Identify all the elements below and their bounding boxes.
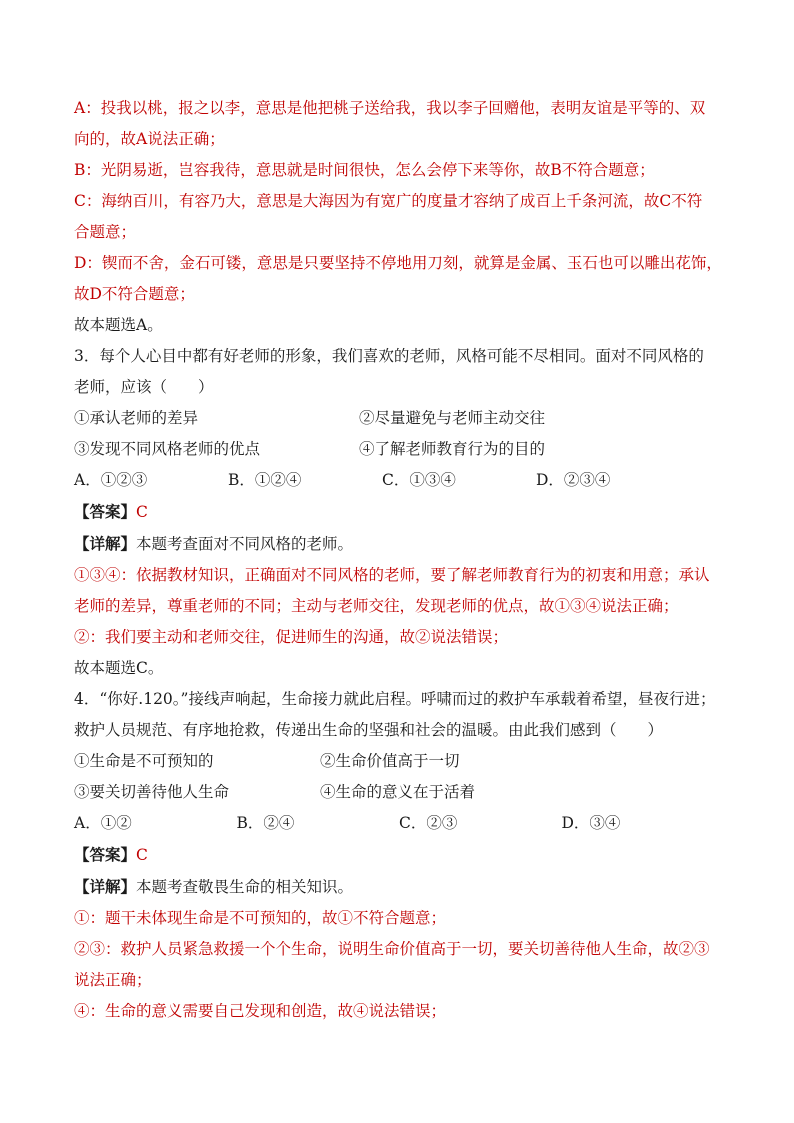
q4-statement-2: ②生命价值高于一切 xyxy=(320,752,460,770)
q3-answer-tag: 【答案】 xyxy=(74,502,137,521)
q4-stem-line2: 救护人员规范、有序地抢救，传递出生命的坚强和社会的温暖。由此我们感到（ ） xyxy=(74,721,664,739)
q3-detail-text: 本题考查面对不同风格的老师。 xyxy=(136,535,354,553)
q4-choices xyxy=(74,808,724,839)
q3-statement-4: ④了解老师教育行为的目的 xyxy=(359,440,546,458)
q2-explain-c-line2: 合题意； xyxy=(74,223,137,241)
q4-answer-tag: 【答案】 xyxy=(74,845,137,864)
q3-explain-2: ②：我们要主动和老师交往，促进师生的沟通，故②说法错误； xyxy=(74,628,509,646)
q4-choice-d: D．③④ xyxy=(561,814,621,832)
q4-choice-a: A．①② xyxy=(74,814,132,832)
q3-statement-1: ①承认老师的差异 xyxy=(74,409,199,427)
q3-detail xyxy=(74,528,724,560)
q2-explain-b: B：光阴易逝，岂容我待，意思就是时间很快，怎么会停下来等你，故B不符合题意； xyxy=(74,161,655,179)
q4-explain-2-line2: 说法正确； xyxy=(74,971,152,989)
q4-choice-b: B．②④ xyxy=(236,814,295,832)
q4-detail xyxy=(74,871,724,903)
q3-answer xyxy=(74,496,724,528)
q3-statements-row2 xyxy=(74,434,724,465)
q3-stem-line1: 3．每个人心目中都有好老师的形象，我们喜欢的老师，风格可能不尽相同。面对不同风格的 xyxy=(74,347,704,365)
q3-choice-a: A．①②③ xyxy=(74,471,148,489)
q4-detail-tag: 【详解】 xyxy=(74,877,137,896)
q4-explain-2-line1: ②③：救护人员紧急救援一个个生命，说明生命价值高于一切，要关切善待他人生命，故②③ xyxy=(74,940,710,958)
q2-explain-d-line2: 故D不符合题意； xyxy=(74,285,195,303)
q3-choices xyxy=(74,465,724,496)
q2-explain-a-line1: A：投我以桃，报之以李，意思是他把桃子送给我，我以李子回赠他，表明友谊是平等的、双 xyxy=(74,99,706,117)
q4-detail-text: 本题考查敬畏生命的相关知识。 xyxy=(136,878,354,896)
q2-explain-a-line2: 向的，故A说法正确； xyxy=(74,130,225,148)
q3-explain-1-line1: ①③④：依据教材知识，正确面对不同风格的老师，要了解老师教育行为的初衷和用意；承认 xyxy=(74,566,710,584)
q4-explain-3: ④：生命的意义需要自己发现和创造，故④说法错误； xyxy=(74,1002,447,1020)
q3-choice-c: C．①③④ xyxy=(382,471,456,489)
q4-statement-3: ③要关切善待他人生命 xyxy=(74,783,230,801)
q2-conclusion: 故本题选A。 xyxy=(74,316,163,334)
q4-choice-c: C．②③ xyxy=(399,814,458,832)
q4-statements-row1 xyxy=(74,746,724,777)
q2-explain-c-line1: C：海纳百川，有容乃大，意思是大海因为有宽广的度量才容纳了成百上千条河流，故C不符 xyxy=(74,192,703,210)
q4-statement-4: ④生命的意义在于活着 xyxy=(320,783,476,801)
q3-choice-b: B．①②④ xyxy=(228,471,302,489)
q3-stem-line2: 老师，应该（ ） xyxy=(74,378,214,396)
q4-answer-value: C xyxy=(136,846,148,864)
q4-statements-row2 xyxy=(74,777,724,808)
q3-statement-2: ②尽量避免与老师主动交往 xyxy=(359,409,546,427)
q3-conclusion: 故本题选C。 xyxy=(74,659,164,677)
q3-detail-tag: 【详解】 xyxy=(74,534,137,553)
q3-statements-row1 xyxy=(74,403,724,434)
q3-choice-d: D．②③④ xyxy=(536,471,611,489)
q3-explain-1-line2: 老师的差异，尊重老师的不同；主动与老师交往，发现老师的优点，故①③④说法正确； xyxy=(74,597,679,615)
q4-stem-line1: 4．“你好.120。”接线声响起，生命接力就此启程。呼啸而过的救护车承载着希望，昼夜行进； xyxy=(74,690,716,708)
q4-answer xyxy=(74,839,724,871)
page-content xyxy=(74,93,724,1027)
q4-statement-1: ①生命是不可预知的 xyxy=(74,752,214,770)
q3-statement-3: ③发现不同风格老师的优点 xyxy=(74,440,261,458)
q4-explain-1: ①：题干未体现生命是不可预知的，故①不符合题意； xyxy=(74,909,447,927)
q2-explain-d-line1: D：锲而不舍，金石可镂，意思是只要坚持不停地用刀刻，就算是金属、玉石也可以雕出花饰， xyxy=(74,254,722,272)
q3-answer-value: C xyxy=(136,503,148,521)
